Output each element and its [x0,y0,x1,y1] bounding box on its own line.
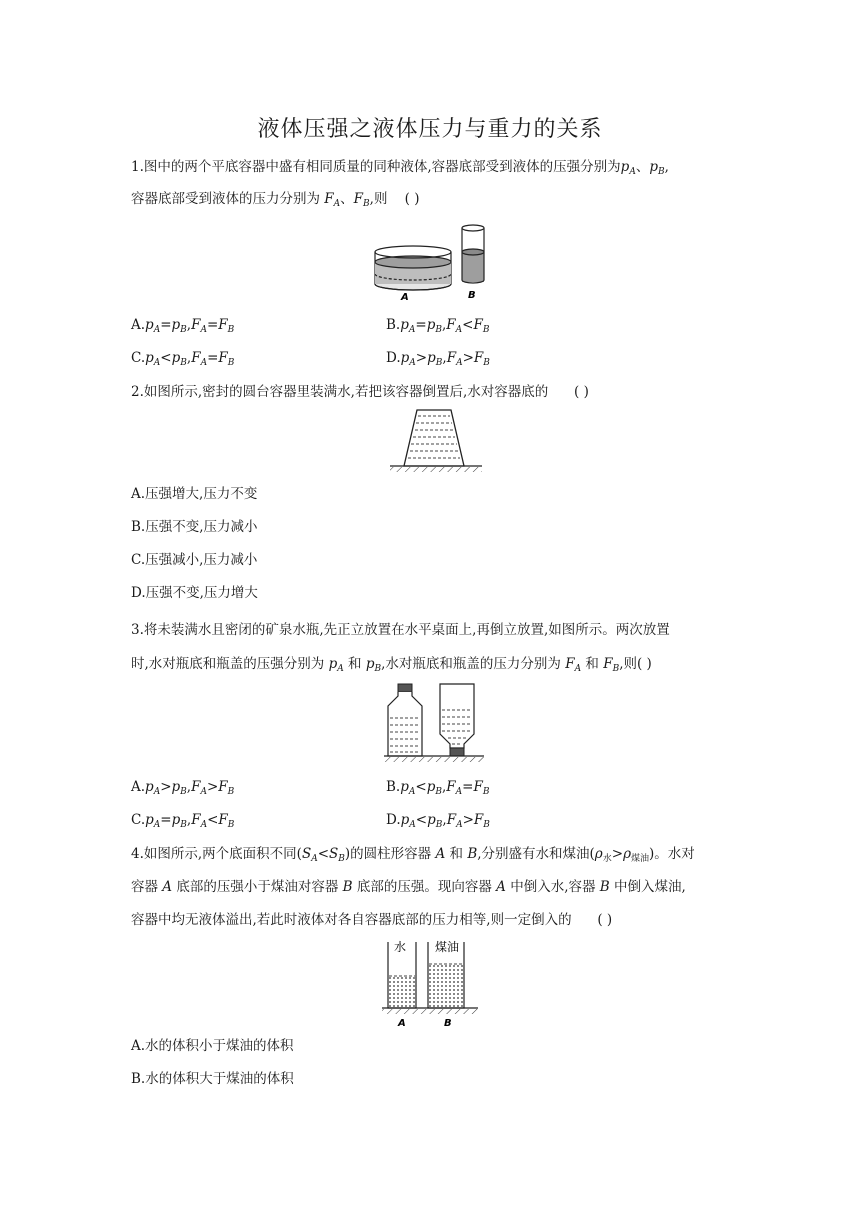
q1-figure [368,222,498,304]
q3-option-d[interactable]: $D.p_A<p_B,F_A>F_B$ [386,812,490,830]
svg-text:A: A [401,292,409,303]
q2-figure [388,404,484,476]
q1-option-d[interactable]: $D.p_A>p_B,F_A>F_B$ [386,350,490,368]
q2-option-c[interactable]: C.压强减小,压力减小 [131,552,258,568]
svg-text:煤油: 煤油 [435,940,460,954]
q3-option-b[interactable]: $B.p_A<p_B,F_A=F_B$ [386,779,490,797]
container-b [462,225,484,283]
q4-stem-line1: 4.如图所示,两个底面积不同$(S_A<S_B)$的圆柱形容器 A 和 B,分别盛有水和煤油$(\rho_水>\rho_{煤油})$。水对 [131,846,695,864]
q4-option-b[interactable]: B.水的体积大于煤油的体积 [131,1071,294,1087]
svg-text:水: 水 [394,940,407,954]
q2-option-d[interactable]: D.压强不变,压力增大 [131,585,258,601]
q1-stem-line1: 1.图中的两个平底容器中盛有相同质量的同种液体,容器底部受到液体的压强分别为$p_A$、$p_B$, [131,159,669,177]
q4-figure [380,936,480,1028]
svg-text:B: B [444,1018,452,1028]
q2-stem: 2.如图所示,密封的圆台容器里装满水,若把该容器倒置后,水对容器底的 ( ) [131,384,589,400]
q3-stem-line1: 3.将未装满水且密闭的矿泉水瓶,先正立放置在水平桌面上,再倒立放置,如图所示。两次放置 [131,622,670,638]
q4-stem-line3: 容器中均无液体溢出,若此时液体对各自容器底部的压力相等,则一定倒入的 ( ) [131,912,613,928]
svg-text:A: A [398,1018,406,1028]
q3-option-c[interactable]: $C.p_A=p_B,F_A<F_B$ [131,812,235,830]
q1-option-a[interactable]: $A.p_A=p_B,F_A=F_B$ [131,317,235,335]
q3-stem-line2: 时,水对瓶底和瓶盖的压强分别为 $p_A$ 和 $p_B$,水对瓶底和瓶盖的压力分别为 $F_A$ 和 $F_B$,则( ) [131,656,652,674]
svg-text:B: B [468,290,476,301]
container-a [375,246,451,290]
q2-option-b[interactable]: B.压强不变,压力减小 [131,519,258,535]
q1-option-b[interactable]: $B.p_A=p_B,F_A<F_B$ [386,317,490,335]
q1-stem-line2: 容器底部受到液体的压力分别为 $F_A$、$F_B$,则 ( ) [131,191,420,209]
q2-option-a[interactable]: A.压强增大,压力不变 [131,486,258,502]
q3-figure [382,680,486,764]
q4-stem-line2: 容器 A 底部的压强小于煤油对容器 B 底部的压强。现向容器 A 中倒入水,容器 B 中倒入煤油, [131,879,686,895]
q3-option-a[interactable]: $A.p_A>p_B,F_A>F_B$ [131,779,235,797]
page-title: 液体压强之液体压力与重力的关系 [257,117,603,142]
q4-option-a[interactable]: A.水的体积小于煤油的体积 [131,1038,294,1054]
q1-option-c[interactable]: $C.p_A<p_B,F_A=F_B$ [131,350,235,368]
